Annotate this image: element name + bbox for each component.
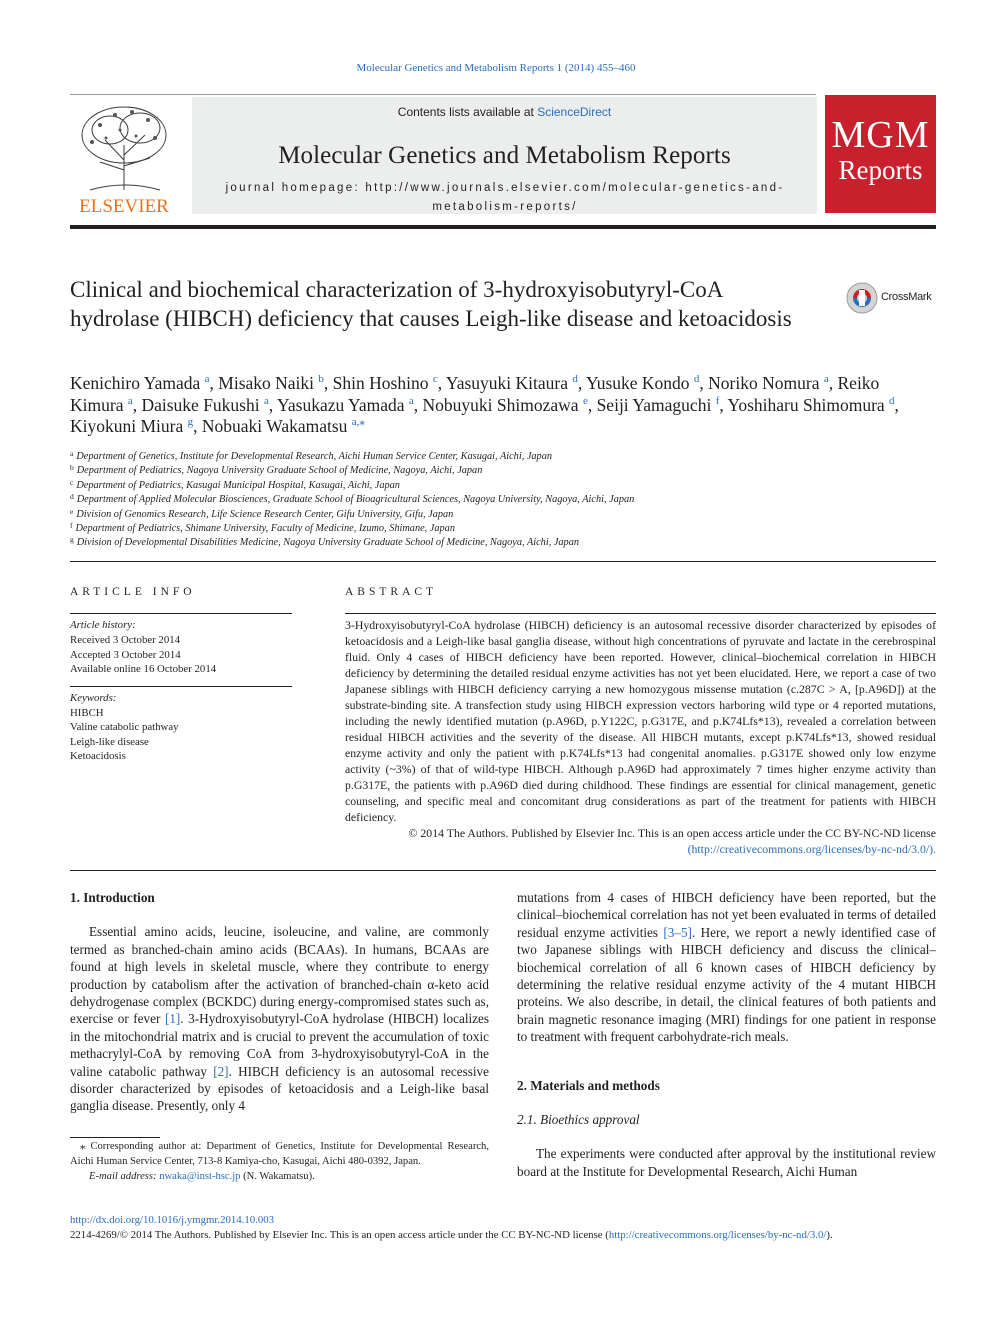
affiliation-text: Department of Applied Molecular Biosciences, Graduate School of Bioagricultural Sciences, Nagoya University, Nagoya, Aichi, Japan	[76, 494, 635, 506]
affiliation-key: b	[70, 463, 74, 473]
history-label: Article history:	[70, 619, 136, 631]
author-affiliation-marker[interactable]: b	[318, 373, 324, 385]
author-name[interactable]: Kiyokuni Miura	[70, 416, 184, 436]
ref-3-5-link[interactable]: [3–5]	[663, 924, 692, 940]
email-link[interactable]: nwaka@inst-hsc.jp	[159, 1170, 241, 1182]
contents-line	[192, 105, 817, 119]
affiliation-key: e	[70, 506, 74, 516]
corresponding-author-footnote	[70, 1140, 489, 1184]
journal-citation[interactable]: Molecular Genetics and Metabolism Reports 1 (2014) 455–460	[356, 62, 636, 74]
article-info-heading: ARTICLE INFO	[70, 586, 196, 598]
author-affiliation-marker[interactable]: d	[889, 394, 895, 407]
author-affiliation-marker[interactable]: a	[263, 394, 269, 407]
keywords-rule	[70, 686, 292, 687]
affiliation-item	[70, 522, 936, 536]
author-affiliation-marker[interactable]: f	[715, 394, 720, 407]
header-thick-rule	[70, 225, 936, 229]
footnote-corresponding: Corresponding author at: Department of Genetics, Institute for Developmental Research, Aichi Human Service Center, 713-8 Kamiya-cho, Kasugai, Aichi 480-0392, Japan.	[70, 1141, 489, 1167]
affiliation-key: d	[70, 492, 74, 502]
author-name[interactable]: Kenichiro Yamada	[70, 373, 201, 393]
affiliation-key: f	[70, 521, 73, 531]
author-affiliation-marker[interactable]: c	[432, 373, 438, 385]
abstract-text: 3-Hydroxyisobutyryl-CoA hydrolase (HIBCH) deficiency is an autosomal recessive disorder characterized by episodes of ketoacidosis and a Leigh-like basal ganglia disease, without high concentrations of pyruvate and lactate in the cerebrospinal fluid. Only 4 cases of HIBCH deficiency have been reported. However, clinical–biochemical correlation in HIBCH deficiency by determining the detailed residual enzyme activities has not yet been elucidated. Here, we report a case of two Japanese siblings with HIBCH deficiency carrying a new homozygous missense mutation (c.287C > A, [p.A96D]) at the substrate-binding site. A transfection study using HIBCH expression vectors harboring wild type or 4 reported mutations, including the newly identified mutation (p.A96D, p.Y122C, p.G317E, and p.K74Lfs*13), revealed a correlation between residual HIBCH activities and the severity of the disease. All HIBCH mutants, except p.K74Lfs*13, showed residual enzyme activity and only the patient with p.K74Lfs*13 had congenital anomalies. p.G317E showed only low enzyme activity (~3%) of that of wild-type HIBCH. Although p.A96D had approximately 7 times higher enzyme activity than p.G317E, the patients with p.A96D died during childhood. These findings are essential for clinical management, genetic counseling, and specific meal and concomitant drug considerations as part of the treatment for patients with HIBCH deficiency.	[345, 618, 936, 824]
intro-cont-text-b: . Here, we report a newly identified case of two Japanese siblings with HIBCH deficiency and discuss the clinical–biochemical correlation of all 6 known cases of HIBCH deficiency by determining the relative residual enzyme activity of the 4 mutant HIBCH proteins. We also describe, in detail, the clinical features of both patients and brain magnetic resonance imaging (MRI) findings for one patient in response to treatment with frequent carbohydrate-rich meals.	[517, 924, 937, 1045]
author-list: Kenichiro Yamada $^a$, Misako Naiki $^b$, Shin Hoshino $^c$, Yasuyuki Kitaura $^d$, Yusuke Kondo $^d$, Noriko Nomura $^a$, Reiko Kimura $^a$, Daisuke Fukushi $^a$, Yasukazu Yamada $^a$, Nobuyuki Shimozawa $^e$, Seiji Yamaguchi $^f$, Yoshiharu Shimomura $^d$, Kiyokuni Miura $^g$, Nobuaki Wakamatsu $^{a,⁎}$	[70, 373, 899, 436]
affiliation-key: c	[70, 477, 74, 487]
crossmark-label: CrossMark	[881, 291, 932, 303]
abstract-heading: ABSTRACT	[345, 586, 438, 598]
sciencedirect-link[interactable]: ScienceDirect	[537, 105, 612, 119]
ref-1-link[interactable]: [1]	[164, 1011, 181, 1027]
affiliation-text: Division of Developmental Disabilities Medicine, Nagoya University Graduate School of Medicine, Nagoya, Aichi, Japan	[76, 537, 580, 549]
history-accepted: Accepted 3 October 2014	[70, 648, 181, 661]
author-affiliation-marker[interactable]: a	[408, 394, 414, 407]
author-affiliation-marker[interactable]: g	[187, 416, 194, 428]
author-name[interactable]: Yasuyuki Kitaura	[445, 373, 569, 393]
footnote-rule	[70, 1137, 160, 1138]
elsevier-logo[interactable]	[70, 100, 178, 215]
article-title: Clinical and biochemical characterization of 3-hydroxyisobutyryl-CoA hydrolase (HIBCH) deficiency that causes Leigh-like disease and ketoacidosis	[70, 277, 792, 331]
mgm-reports-logo[interactable]	[825, 95, 936, 213]
affiliation-text: Department of Genetics, Institute for Developmental Research, Aichi Human Service Center, Kasugai, Aichi, Japan	[76, 451, 553, 462]
affiliation-text: Division of Genomics Research, Life Science Research Center, Gifu University, Gifu, Japan	[76, 508, 454, 520]
affiliation-text: Department of Pediatrics, Nagoya University Graduate School of Medicine, Nagoya, Aichi, Japan	[76, 465, 483, 477]
crossmark-badge[interactable]	[845, 280, 940, 316]
body-column-right	[517, 889, 936, 1180]
history-online: Available online 16 October 2014	[70, 663, 217, 676]
author-name[interactable]: Yasukazu Yamada	[276, 394, 405, 415]
affiliation-list	[70, 450, 936, 551]
author-affiliation-marker[interactable]: d	[693, 373, 700, 385]
ref-2-link[interactable]: [2]	[213, 1063, 229, 1079]
intro-continuation	[517, 889, 936, 1046]
affiliation-item	[70, 536, 936, 550]
author-name[interactable]: Misako Naiki	[218, 373, 315, 393]
keywords-block	[70, 691, 292, 764]
footnote-star: ⁎	[80, 1141, 86, 1152]
keyword-item: HIBCH	[70, 706, 104, 719]
affiliation-item	[70, 464, 936, 478]
author-name[interactable]: Daisuke Fukushi	[141, 394, 260, 415]
history-received: Received 3 October 2014	[70, 633, 181, 646]
abstract-copyright: © 2014 The Authors. Published by Elsevier Inc. This is an open access article under the CC BY-NC-ND license	[408, 826, 936, 840]
abstract-bottom-rule	[70, 870, 936, 871]
intro-paragraph	[70, 923, 489, 1114]
author-name[interactable]: Noriko Nomura	[708, 373, 820, 393]
affiliation-key: a	[70, 449, 74, 458]
abstract-license-link[interactable]: (http://creativecommons.org/licenses/by-nc-nd/3.0/).	[687, 842, 936, 856]
intro-text-a: Essential amino acids, leucine, isoleucine, and valine, are commonly termed as branched-chain amino acids (BCAAs). In humans, BCAAs are found at high levels in skeletal muscle, where they contribute to energy production by catabolism after the activation of branched-chain α-keto acid dehydrogenase complex (BCKDC) during energy-compromised states such as, exercise or fever	[70, 924, 489, 1027]
mgm-logo-line2: Reports	[838, 155, 923, 185]
section-heading-introduction: 1. Introduction	[70, 890, 155, 905]
keywords-label: Keywords:	[70, 692, 117, 704]
footer-license-link[interactable]: http://creativecommons.org/licenses/by-nc-nd/3.0/	[608, 1229, 827, 1241]
affiliations-rule	[70, 561, 936, 562]
header-rule	[70, 94, 816, 95]
abstract-rule	[345, 613, 936, 614]
mgm-logo-line1: MGM	[831, 114, 930, 156]
intro-text-c: . HIBCH deficiency is an autosomal recessive disorder characterized by episodes of ketoacidosis and a Leigh-like basal ganglia disease. Presently, only 4	[70, 1063, 489, 1114]
footer-license-text: 2214-4269/© 2014 The Authors. Published by Elsevier Inc. This is an open access article under the CC BY-NC-ND license (	[70, 1229, 609, 1241]
elsevier-wordmark: ELSEVIER	[79, 196, 169, 215]
author-name[interactable]: Seiji Yamaguchi	[596, 394, 712, 415]
methods-paragraph: The experiments were conducted after approval by the institutional review board at the Institute for Developmental Research, Aichi Human	[517, 1146, 936, 1179]
author-name[interactable]: Shin Hoshino	[332, 373, 429, 393]
section-heading-methods: 2. Materials and methods	[517, 1077, 660, 1093]
article-info-rule	[70, 613, 292, 614]
keyword-item: Valine catabolic pathway	[70, 721, 179, 734]
footer-license	[70, 1229, 970, 1241]
doi-link[interactable]: http://dx.doi.org/10.1016/j.ymgmr.2014.10.003	[70, 1214, 275, 1226]
crossmark-icon	[845, 280, 879, 316]
keyword-item: Leigh-like disease	[70, 735, 149, 748]
intro-cont-text-a: mutations from 4 cases of HIBCH deficiency have been reported, but the clinical–biochemical correlation has not yet been evaluated in terms of detailed residual enzyme activities	[517, 890, 936, 940]
email-label: E-mail address:	[89, 1170, 157, 1182]
journal-homepage[interactable]: journal homepage: http://www.journals.elsevier.com/molecular-genetics-and-metabolism-reports/	[225, 182, 785, 213]
author-affiliation-marker[interactable]: a	[204, 373, 210, 385]
affiliation-item	[70, 493, 936, 507]
abstract-body	[345, 617, 936, 857]
subsection-heading-bioethics: 2.1. Bioethics approval	[517, 1112, 640, 1128]
email-name: (N. Wakamatsu).	[243, 1170, 315, 1182]
author-affiliation-marker[interactable]: a	[127, 394, 133, 407]
body-column-left	[70, 889, 489, 1115]
intro-text-b: . 3-Hydroxyisobutyryl-CoA hydrolase (HIBCH) localizes in the mitochondrial matrix and is crucial to prevent the accumulation of toxic methacrylyl-CoA by removing CoA from 3-hydroxyisobutyryl-CoA in the valine catabolic pathway	[70, 1011, 489, 1079]
footer-license-suffix: ).	[826, 1229, 833, 1241]
affiliation-text: Department of Pediatrics, Shimane University, Faculty of Medicine, Izumo, Shimane, Japan	[75, 523, 455, 535]
affiliation-key: g	[70, 535, 74, 545]
affiliation-item	[70, 508, 936, 522]
author-affiliation-marker[interactable]: e	[582, 394, 588, 407]
author-name[interactable]: Nobuyuki Shimozawa	[422, 394, 579, 415]
author-name[interactable]: Yusuke Kondo	[586, 373, 690, 393]
author-affiliation-marker[interactable]: a,⁎	[351, 416, 365, 428]
author-name[interactable]: Nobuaki Wakamatsu	[201, 416, 348, 436]
affiliation-item	[70, 450, 936, 464]
contents-prefix: Contents lists available at	[397, 105, 538, 119]
affiliation-text: Department of Pediatrics, Kasugai Municipal Hospital, Kasugai, Aichi, Japan	[76, 479, 400, 491]
elsevier-tree-icon	[70, 100, 178, 215]
author-affiliation-marker[interactable]: a	[823, 373, 829, 385]
author-affiliation-marker[interactable]: d	[572, 373, 578, 385]
journal-title: Molecular Genetics and Metabolism Reports	[278, 142, 731, 169]
author-name[interactable]: Reiko Kimura	[70, 373, 880, 415]
keyword-item: Ketoacidosis	[70, 750, 126, 763]
article-history	[70, 618, 292, 677]
author-name[interactable]: Yoshiharu Shimomura	[727, 394, 885, 415]
affiliation-item	[70, 479, 936, 493]
